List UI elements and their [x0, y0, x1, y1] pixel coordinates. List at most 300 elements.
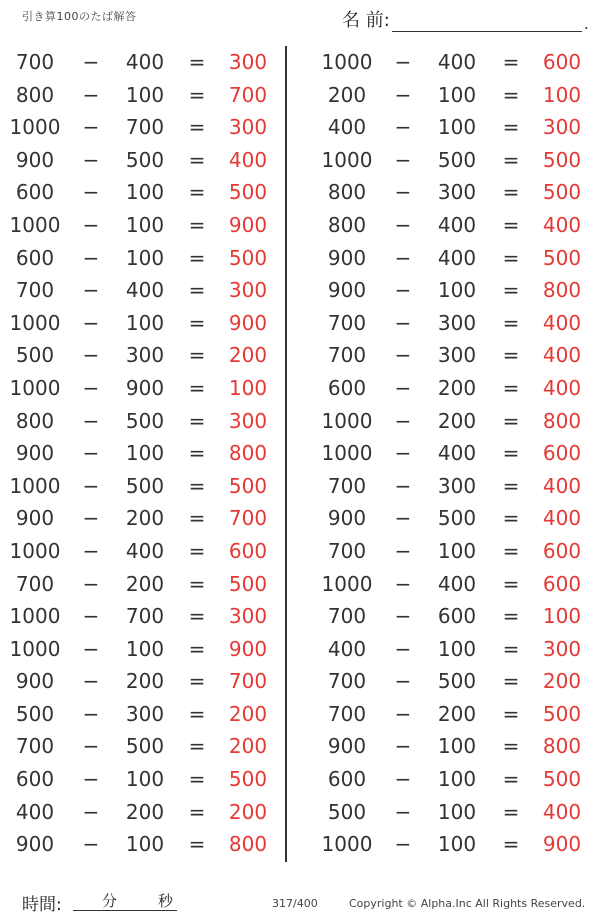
answer: 300 [228, 604, 268, 629]
minutes-label: 分 [102, 892, 118, 910]
problem-row [0, 242, 284, 275]
minus-sign: − [394, 636, 412, 661]
minuend: 700 [15, 734, 55, 759]
equals-sign: = [502, 212, 520, 237]
subtrahend: 400 [437, 245, 477, 270]
answer: 500 [228, 473, 268, 498]
equals-sign: = [502, 669, 520, 694]
equals-sign: = [502, 375, 520, 400]
problem-row [310, 502, 600, 535]
subtrahend: 500 [125, 734, 165, 759]
answer: 900 [542, 832, 582, 857]
problem-row [0, 46, 284, 79]
minuend: 800 [15, 408, 55, 433]
answer: 400 [542, 506, 582, 531]
minus-sign: − [394, 408, 412, 433]
page-number: 317/400 [272, 897, 318, 910]
equals-sign: = [188, 408, 206, 433]
equals-sign: = [188, 115, 206, 140]
subtrahend: 200 [437, 408, 477, 433]
equals-sign: = [502, 799, 520, 824]
answer: 700 [228, 506, 268, 531]
problem-row [0, 730, 284, 763]
equals-sign: = [502, 245, 520, 270]
minus-sign: − [82, 82, 100, 107]
minuend: 1000 [321, 832, 373, 857]
subtrahend: 500 [437, 506, 477, 531]
answer: 500 [228, 571, 268, 596]
answer: 900 [228, 636, 268, 661]
problem-row [310, 698, 600, 731]
minuend: 900 [15, 441, 55, 466]
minus-sign: − [82, 50, 100, 74]
answer: 400 [542, 212, 582, 237]
minus-sign: − [82, 571, 100, 596]
subtrahend: 200 [125, 799, 165, 824]
minus-sign: − [82, 473, 100, 498]
equals-sign: = [188, 147, 206, 172]
minus-sign: − [394, 212, 412, 237]
subtrahend: 400 [125, 538, 165, 563]
minus-sign: − [394, 82, 412, 107]
minuend: 1000 [9, 212, 61, 237]
subtrahend: 200 [125, 506, 165, 531]
minus-sign: − [394, 538, 412, 563]
subtrahend: 400 [125, 278, 165, 303]
answer: 500 [542, 767, 582, 792]
column-divider [285, 46, 287, 862]
subtrahend: 700 [125, 115, 165, 140]
equals-sign: = [502, 343, 520, 368]
answer: 500 [542, 245, 582, 270]
equals-sign: = [502, 506, 520, 531]
subtrahend: 100 [125, 180, 165, 205]
minuend: 1000 [9, 473, 61, 498]
problem-row [310, 730, 600, 763]
problem-row [310, 633, 600, 666]
equals-sign: = [188, 604, 206, 629]
problem-row [310, 144, 600, 177]
minus-sign: − [394, 669, 412, 694]
problem-row [310, 763, 600, 796]
seconds-label: 秒 [158, 892, 174, 910]
minuend: 700 [15, 278, 55, 303]
answer: 900 [228, 310, 268, 335]
subtrahend: 100 [437, 734, 477, 759]
equals-sign: = [502, 408, 520, 433]
problem-row [0, 828, 284, 861]
problem-row [0, 405, 284, 438]
equals-sign: = [188, 82, 206, 107]
minus-sign: − [82, 147, 100, 172]
right-problem-column [310, 46, 600, 861]
equals-sign: = [188, 799, 206, 824]
equals-sign: = [188, 767, 206, 792]
minuend: 400 [15, 799, 55, 824]
minus-sign: − [82, 701, 100, 726]
answer: 900 [228, 212, 268, 237]
minuend: 500 [15, 701, 55, 726]
equals-sign: = [502, 310, 520, 335]
equals-sign: = [188, 701, 206, 726]
subtrahend: 300 [125, 343, 165, 368]
answer: 200 [542, 669, 582, 694]
answer: 100 [542, 604, 582, 629]
equals-sign: = [502, 538, 520, 563]
problem-row [0, 535, 284, 568]
equals-sign: = [188, 669, 206, 694]
subtrahend: 100 [437, 767, 477, 792]
problem-row [310, 307, 600, 340]
minuend: 700 [327, 343, 367, 368]
problem-row [310, 242, 600, 275]
subtrahend: 100 [437, 636, 477, 661]
equals-sign: = [502, 115, 520, 140]
answer: 300 [228, 50, 268, 74]
minuend: 900 [15, 669, 55, 694]
answer: 400 [542, 473, 582, 498]
minus-sign: − [82, 115, 100, 140]
minuend: 1000 [321, 50, 373, 74]
minus-sign: − [82, 832, 100, 857]
minuend: 1000 [321, 441, 373, 466]
equals-sign: = [502, 147, 520, 172]
minus-sign: − [394, 115, 412, 140]
answer: 800 [542, 278, 582, 303]
problem-row [0, 307, 284, 340]
subtrahend: 500 [125, 473, 165, 498]
minus-sign: − [394, 604, 412, 629]
subtrahend: 100 [437, 832, 477, 857]
subtrahend: 300 [437, 343, 477, 368]
subtrahend: 500 [437, 147, 477, 172]
equals-sign: = [188, 50, 206, 74]
equals-sign: = [188, 278, 206, 303]
time-label: 時間: [22, 895, 62, 915]
minuend: 700 [327, 538, 367, 563]
subtrahend: 500 [125, 147, 165, 172]
equals-sign: = [502, 636, 520, 661]
subtrahend: 900 [125, 375, 165, 400]
minus-sign: − [82, 278, 100, 303]
subtrahend: 100 [125, 636, 165, 661]
problem-row [0, 79, 284, 112]
minuend: 1000 [321, 147, 373, 172]
answer: 600 [542, 538, 582, 563]
problem-row [0, 796, 284, 829]
equals-sign: = [188, 734, 206, 759]
equals-sign: = [502, 82, 520, 107]
answer: 600 [542, 571, 582, 596]
minus-sign: − [394, 245, 412, 270]
answer: 600 [542, 441, 582, 466]
problem-row [0, 372, 284, 405]
answer: 800 [228, 832, 268, 857]
minus-sign: − [82, 441, 100, 466]
problem-row [310, 79, 600, 112]
minuend: 600 [15, 180, 55, 205]
minuend: 1000 [9, 310, 61, 335]
problem-row [310, 111, 600, 144]
minus-sign: − [82, 604, 100, 629]
minuend: 1000 [9, 538, 61, 563]
minus-sign: − [82, 343, 100, 368]
equals-sign: = [502, 441, 520, 466]
minus-sign: − [82, 734, 100, 759]
answer: 200 [228, 701, 268, 726]
minuend: 1000 [321, 408, 373, 433]
minus-sign: − [394, 375, 412, 400]
minus-sign: − [394, 278, 412, 303]
answer: 500 [228, 245, 268, 270]
minuend: 700 [15, 50, 55, 74]
problem-row [0, 111, 284, 144]
minuend: 800 [327, 212, 367, 237]
minuend: 700 [327, 701, 367, 726]
subtrahend: 400 [437, 50, 477, 74]
subtrahend: 200 [125, 669, 165, 694]
problem-row [310, 600, 600, 633]
copyright: Copyright © Alpha.Inc All Rights Reserved. [349, 897, 586, 910]
minuend: 900 [327, 506, 367, 531]
subtrahend: 100 [125, 832, 165, 857]
equals-sign: = [188, 343, 206, 368]
minuend: 900 [15, 147, 55, 172]
problem-row [310, 568, 600, 601]
minus-sign: − [394, 799, 412, 824]
name-label: 名 前: [342, 10, 390, 31]
equals-sign: = [188, 212, 206, 237]
minuend: 700 [327, 604, 367, 629]
equals-sign: = [502, 767, 520, 792]
answer: 800 [542, 734, 582, 759]
subtrahend: 100 [437, 538, 477, 563]
answer: 400 [542, 310, 582, 335]
minuend: 400 [327, 636, 367, 661]
worksheet-title: 引き算100のたば解答 [22, 10, 137, 23]
equals-sign: = [188, 538, 206, 563]
equals-sign: = [502, 571, 520, 596]
minus-sign: − [82, 408, 100, 433]
minus-sign: − [394, 50, 412, 74]
minuend: 1000 [9, 636, 61, 661]
answer: 300 [228, 278, 268, 303]
equals-sign: = [188, 310, 206, 335]
subtrahend: 100 [125, 82, 165, 107]
subtrahend: 100 [125, 310, 165, 335]
answer: 400 [542, 799, 582, 824]
subtrahend: 300 [437, 180, 477, 205]
minuend: 900 [15, 506, 55, 531]
minuend: 1000 [9, 115, 61, 140]
minuend: 800 [15, 82, 55, 107]
subtrahend: 400 [437, 571, 477, 596]
answer: 100 [228, 375, 268, 400]
minus-sign: − [82, 669, 100, 694]
minuend: 900 [15, 832, 55, 857]
answer: 600 [542, 50, 582, 74]
problem-row [310, 339, 600, 372]
equals-sign: = [188, 180, 206, 205]
answer: 400 [228, 147, 268, 172]
minuend: 400 [327, 115, 367, 140]
minus-sign: − [82, 310, 100, 335]
problem-row [310, 209, 600, 242]
answer: 400 [542, 375, 582, 400]
minuend: 1000 [9, 375, 61, 400]
problem-row [0, 502, 284, 535]
equals-sign: = [502, 604, 520, 629]
subtrahend: 200 [125, 571, 165, 596]
minus-sign: − [82, 799, 100, 824]
minus-sign: − [394, 734, 412, 759]
equals-sign: = [188, 636, 206, 661]
problem-row [0, 339, 284, 372]
minus-sign: − [394, 310, 412, 335]
problem-row [310, 405, 600, 438]
answer: 300 [542, 636, 582, 661]
name-area [342, 6, 589, 32]
problem-row [0, 633, 284, 666]
answer: 300 [228, 115, 268, 140]
minus-sign: − [394, 506, 412, 531]
problem-row [310, 665, 600, 698]
minus-sign: − [82, 506, 100, 531]
answer: 400 [542, 343, 582, 368]
minuend: 1000 [321, 571, 373, 596]
answer: 700 [228, 669, 268, 694]
minuend: 200 [327, 82, 367, 107]
answer: 100 [542, 82, 582, 107]
subtrahend: 700 [125, 604, 165, 629]
minus-sign: − [394, 832, 412, 857]
problem-row [310, 796, 600, 829]
equals-sign: = [188, 506, 206, 531]
subtrahend: 500 [125, 408, 165, 433]
problem-row [0, 568, 284, 601]
answer: 600 [228, 538, 268, 563]
subtrahend: 400 [125, 50, 165, 74]
minuend: 1000 [9, 604, 61, 629]
problem-row [0, 176, 284, 209]
answer: 200 [228, 799, 268, 824]
minuend: 600 [15, 245, 55, 270]
equals-sign: = [502, 278, 520, 303]
minus-sign: − [82, 767, 100, 792]
problem-row [0, 763, 284, 796]
problem-row [0, 209, 284, 242]
problem-row [0, 600, 284, 633]
minuend: 900 [327, 278, 367, 303]
problem-row [0, 698, 284, 731]
minus-sign: − [394, 441, 412, 466]
subtrahend: 600 [437, 604, 477, 629]
minus-sign: − [394, 147, 412, 172]
equals-sign: = [188, 245, 206, 270]
subtrahend: 100 [437, 115, 477, 140]
minuend: 700 [327, 669, 367, 694]
subtrahend: 400 [437, 212, 477, 237]
problem-row [310, 828, 600, 861]
answer: 500 [228, 180, 268, 205]
answer: 800 [228, 441, 268, 466]
subtrahend: 500 [437, 669, 477, 694]
equals-sign: = [502, 180, 520, 205]
minus-sign: − [394, 180, 412, 205]
problem-row [0, 470, 284, 503]
subtrahend: 200 [437, 375, 477, 400]
problem-row [310, 437, 600, 470]
problem-row [310, 46, 600, 79]
answer: 300 [228, 408, 268, 433]
problem-row [310, 176, 600, 209]
minus-sign: − [82, 180, 100, 205]
answer: 200 [228, 343, 268, 368]
minus-sign: − [394, 343, 412, 368]
subtrahend: 100 [125, 212, 165, 237]
minus-sign: − [394, 767, 412, 792]
subtrahend: 100 [125, 245, 165, 270]
footer [0, 884, 600, 916]
minus-sign: − [394, 571, 412, 596]
minuend: 500 [15, 343, 55, 368]
left-problem-column [0, 46, 284, 861]
answer: 300 [542, 115, 582, 140]
problem-row [310, 470, 600, 503]
minus-sign: − [82, 636, 100, 661]
answer: 200 [228, 734, 268, 759]
problem-row [0, 665, 284, 698]
answer: 700 [228, 82, 268, 107]
subtrahend: 100 [437, 82, 477, 107]
minuend: 600 [327, 375, 367, 400]
equals-sign: = [502, 734, 520, 759]
minuend: 600 [327, 767, 367, 792]
problem-row [310, 535, 600, 568]
subtrahend: 300 [437, 310, 477, 335]
equals-sign: = [188, 441, 206, 466]
minus-sign: − [82, 245, 100, 270]
answer: 500 [542, 147, 582, 172]
minuend: 900 [327, 734, 367, 759]
minuend: 700 [327, 473, 367, 498]
problem-row [310, 372, 600, 405]
minus-sign: − [394, 701, 412, 726]
name-dot: . [583, 14, 589, 33]
minus-sign: − [394, 473, 412, 498]
equals-sign: = [188, 473, 206, 498]
minus-sign: − [82, 212, 100, 237]
equals-sign: = [502, 50, 520, 74]
answer: 500 [542, 180, 582, 205]
subtrahend: 200 [437, 701, 477, 726]
minus-sign: − [82, 538, 100, 563]
equals-sign: = [188, 832, 206, 857]
minus-sign: − [82, 375, 100, 400]
subtrahend: 300 [437, 473, 477, 498]
name-line [392, 9, 582, 32]
minuend: 700 [327, 310, 367, 335]
answer: 800 [542, 408, 582, 433]
problem-row [310, 274, 600, 307]
minuend: 500 [327, 799, 367, 824]
problem-row [0, 437, 284, 470]
subtrahend: 100 [125, 441, 165, 466]
minuend: 800 [327, 180, 367, 205]
minuend: 900 [327, 245, 367, 270]
equals-sign: = [502, 832, 520, 857]
subtrahend: 100 [437, 278, 477, 303]
